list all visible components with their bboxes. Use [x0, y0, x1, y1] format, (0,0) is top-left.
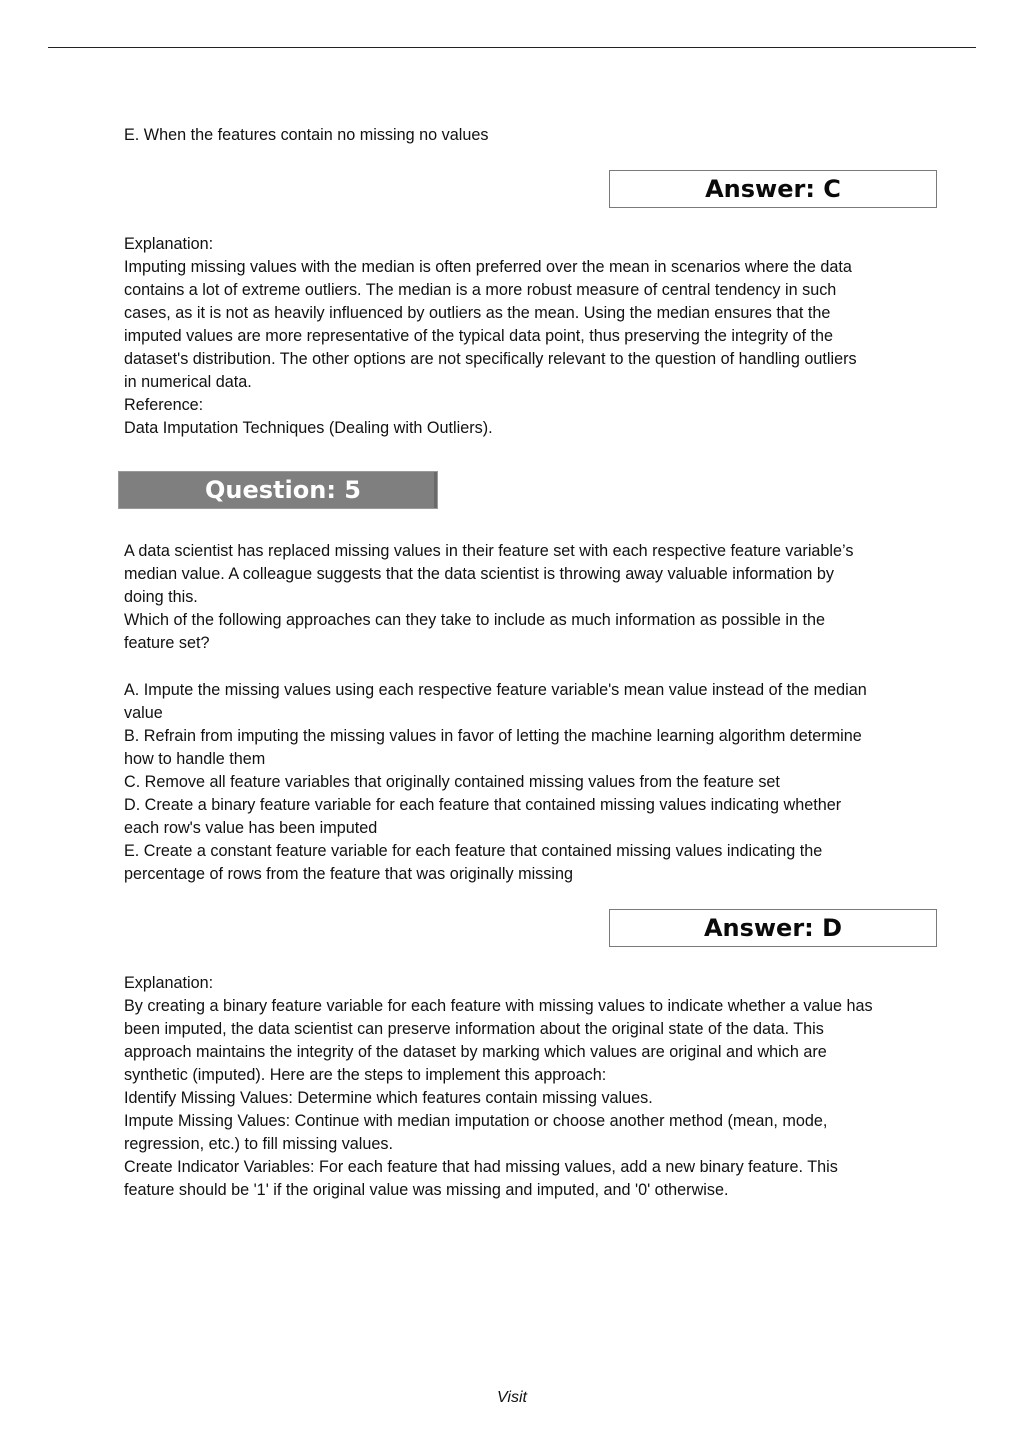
- option-text: E. When the features contain no missing no values: [124, 126, 489, 144]
- answer-label: Answer: C: [705, 175, 841, 203]
- explanation-line: been imputed, the data scientist can preserve information about the original state of the data. This: [124, 1020, 824, 1038]
- reference-text: Data Imputation Techniques (Dealing with Outliers).: [124, 419, 493, 437]
- header-rule: [48, 47, 976, 48]
- explanation-line: Impute Missing Values: Continue with median imputation or choose another method (mean, mode,: [124, 1112, 828, 1130]
- question-stem-line: feature set?: [124, 634, 210, 652]
- option-a: A. Impute the missing values using each respective feature variable's mean value instead of the median: [124, 681, 867, 699]
- explanation-heading: Explanation:: [124, 974, 214, 992]
- answer-options: [124, 679, 934, 886]
- question-stem: [124, 540, 934, 655]
- option-a-continued: value: [124, 704, 163, 722]
- option-c: C. Remove all feature variables that originally contained missing values from the feature set: [124, 773, 780, 791]
- explanation-line: in numerical data.: [124, 373, 252, 391]
- explanation-line: regression, etc.) to fill missing values.: [124, 1135, 393, 1153]
- question-banner: [118, 471, 438, 509]
- explanation-line: Imputing missing values with the median is often preferred over the mean in scenarios where the data: [124, 258, 852, 276]
- question-number: Question: 5: [205, 476, 361, 504]
- question-stem-line: median value. A colleague suggests that the data scientist is throwing away valuable information by: [124, 565, 834, 583]
- option-b-continued: how to handle them: [124, 750, 266, 768]
- question-stem-line: Which of the following approaches can they take to include as much information as possible in the: [124, 611, 825, 629]
- explanation-line: Create Indicator Variables: For each feature that had missing values, add a new binary feature. This: [124, 1158, 838, 1176]
- option-b: B. Refrain from imputing the missing values in favor of letting the machine learning algorithm determine: [124, 727, 862, 745]
- explanation-line: synthetic (imputed). Here are the steps to implement this approach:: [124, 1066, 607, 1084]
- explanation-line: approach maintains the integrity of the dataset by marking which values are original and which are: [124, 1043, 827, 1061]
- explanation-heading: Explanation:: [124, 235, 214, 253]
- option-e-continued: percentage of rows from the feature that was originally missing: [124, 865, 573, 883]
- explanation-line: cases, as it is not as heavily influenced by outliers as the mean. Using the median ensures that the: [124, 304, 831, 322]
- explanation-line: dataset's distribution. The other options are not specifically relevant to the question of handling outliers: [124, 350, 857, 368]
- answer-box: [609, 170, 937, 208]
- footer-visit-link[interactable]: Visit: [497, 1389, 527, 1406]
- explanation-block: [124, 972, 934, 1202]
- explanation-line: feature should be '1' if the original value was missing and imputed, and '0' otherwise.: [124, 1181, 729, 1199]
- explanation-line: By creating a binary feature variable for each feature with missing values to indicate whether a value has: [124, 997, 873, 1015]
- question-stem-line: A data scientist has replaced missing values in their feature set with each respective feature variable’s: [124, 542, 854, 560]
- option-d-continued: each row's value has been imputed: [124, 819, 378, 837]
- explanation-block: [124, 233, 934, 440]
- explanation-line: imputed values are more representative of the typical data point, thus preserving the integrity of the: [124, 327, 834, 345]
- answer-label: Answer: D: [703, 914, 843, 942]
- answer-box: [609, 909, 937, 947]
- option-d: D. Create a binary feature variable for each feature that contained missing values indicating whether: [124, 796, 842, 814]
- question-stem-line: doing this.: [124, 588, 198, 606]
- explanation-line: contains a lot of extreme outliers. The median is a more robust measure of central tendency in such: [124, 281, 837, 299]
- explanation-line: Identify Missing Values: Determine which features contain missing values.: [124, 1089, 653, 1107]
- option-e: E. Create a constant feature variable for each feature that contained missing values indicating the: [124, 842, 823, 860]
- reference-label: Reference:: [124, 396, 204, 414]
- previous-option-e: [124, 124, 934, 147]
